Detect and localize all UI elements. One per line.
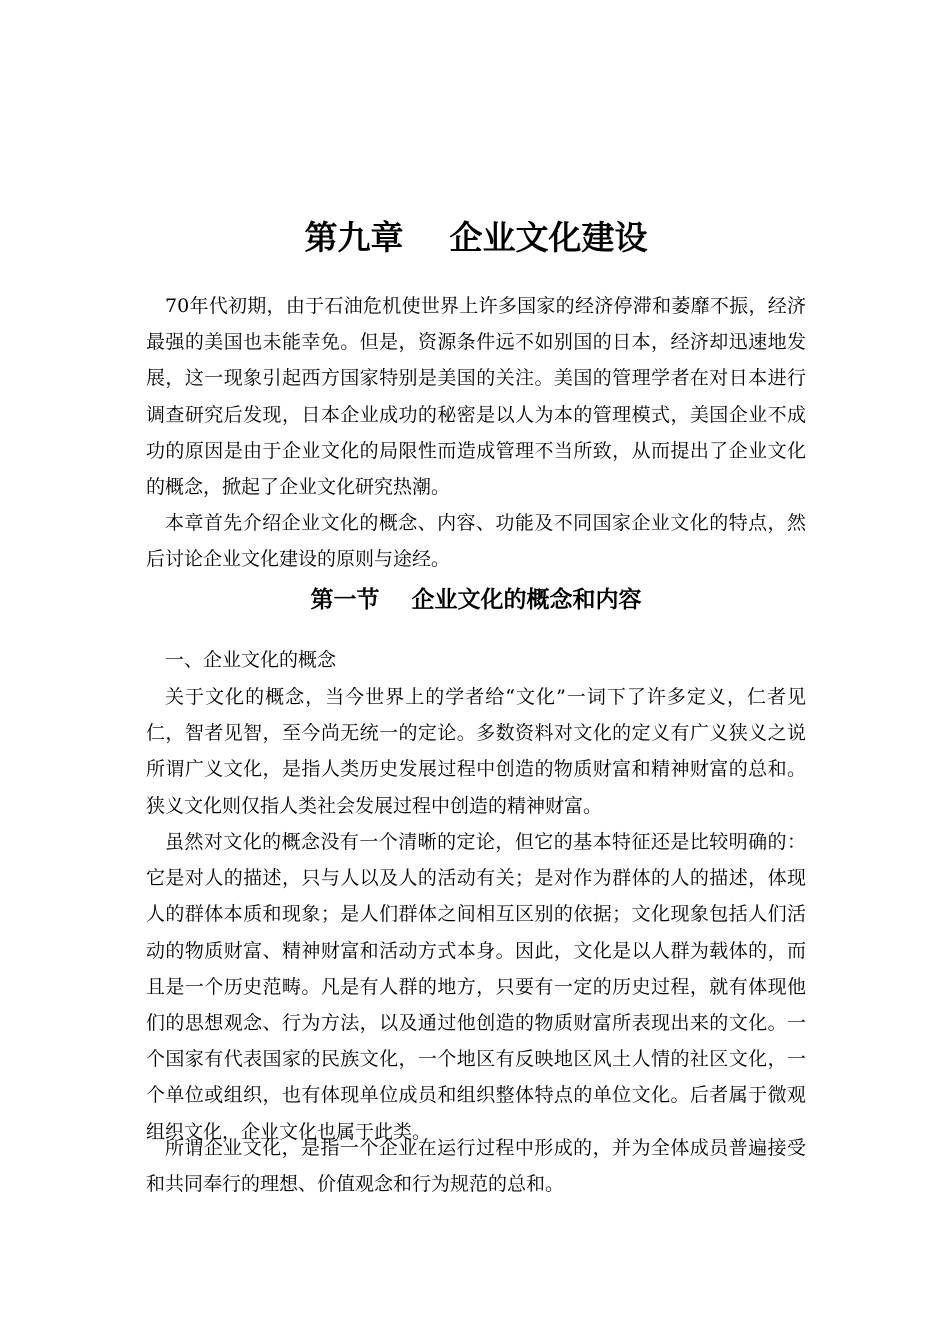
section-subheading: 一、企业文化的概念 — [165, 649, 337, 671]
section-title: 第一节 企业文化的概念和内容 — [310, 587, 642, 613]
chapter-title: 第九章 企业文化建设 — [304, 218, 648, 257]
intro-paragraph-2: 本章首先介绍企业文化的概念、内容、功能及不同国家企业文化的特点，然后讨论企业文化建设的原则与途经。 — [146, 512, 806, 571]
body-paragraph-1: 关于文化的概念，当今世界上的学者给“文化”一词下了许多定义，仁者见仁，智者见智，至今尚无统一的定论。多数资料对文化的定义有广义狭义之说所谓广义文化，是指人类历史发展过程中创造的物质财富和精神财富的总和。狭义文化则仅指人类社会发展过程中创造的精神财富。 — [146, 686, 806, 817]
intro-paragraph-1: 70年代初期，由于石油危机使世界上许多国家的经济停滞和萎靡不振，经济最强的美国也未能幸免。但是，资源条件远不如别国的日本，经济却迅速地发展，这一现象引起西方国家特别是美国的关注。美国的管理学者在对日本进行调查研究后发现，日本企业成功的秘密是以人为本的管理模式，美国企业不成功的原因是由于企业文化的局限性而造成管理不当所致，从而提出了企业文化的概念，掀起了企业文化研究热潮。 — [146, 295, 806, 499]
body-paragraph-2: 虽然对文化的概念没有一个清晰的定论，但它的基本特征还是比较明确的：它是对人的描述，只与人以及人的活动有关；是对作为群体的人的描述，体现人的群体本质和现象；是人们群体之间相互区别的依据；文化现象包括人们活动的物质财富、精神财富和活动方式本身。因此，文化是以人群为载体的，而且是一个历史范畴。凡是有人群的地方，只要有一定的历史过程，就有体现他们的思想观念、行为方法，以及通过他创造的物质财富所表现出来的文化。一个国家有代表国家的民族文化，一个地区有反映地区风土人情的社区文化，一个单位或组织，也有体现单位成员和组织整体特点的单位文化。后者属于微观组织文化，企业文化也属于此类。 — [146, 831, 806, 1143]
body-paragraph-3: 所谓企业文化，是指一个企业在运行过程中形成的，并为全体成员普遍接受和共同奉行的理想、价值观念和行为规范的总和。 — [146, 1137, 806, 1196]
